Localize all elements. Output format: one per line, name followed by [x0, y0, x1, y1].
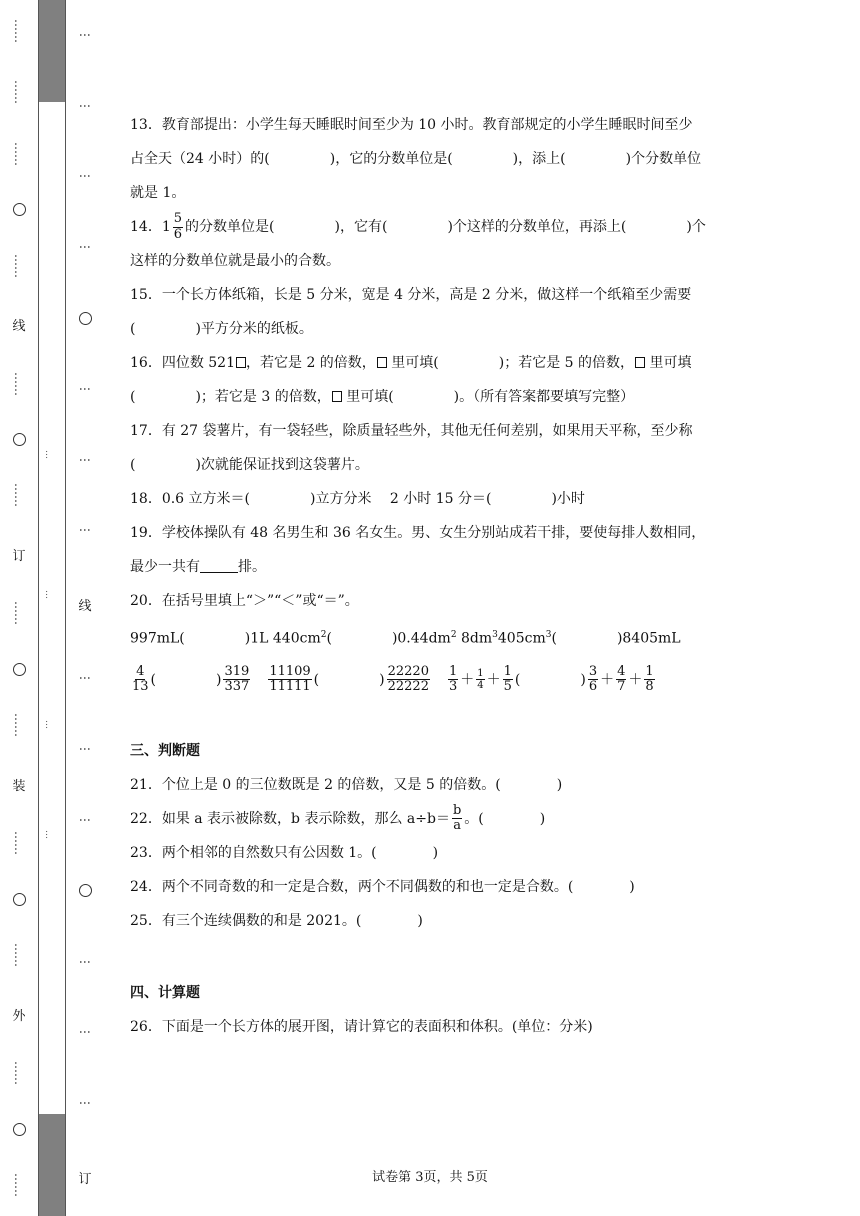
outer-binding-column: [2, 0, 36, 1216]
fraction: $\frac{11109}{11111}$: [269, 663, 311, 695]
fraction: $\frac{1}{8}$: [645, 663, 654, 695]
dotted-line: ……: [12, 18, 26, 43]
page-footer: 试卷第 3页，共 5页: [372, 1170, 488, 1185]
question-14-line1: 14．1 $\frac{5}{6}$ 的分数单位是( )，它有( )个这样的分数单位，再添上( )个: [130, 211, 706, 242]
dotted-line: ⋮: [78, 672, 92, 685]
fraction: $\frac{4}{13}$: [132, 663, 149, 695]
binding-strip-top: [39, 0, 65, 102]
binding-label-zhuang: 装: [12, 778, 26, 794]
question-21: 21．个位上是 0 的三位数既是 2 的倍数，又是 5 的倍数。( ): [130, 776, 563, 793]
dotted-line: ……: [12, 371, 26, 396]
question-20-line1: 20．在括号里填上“＞”“＜”或“＝”。: [130, 593, 359, 609]
question-26: 26．下面是一个长方体的展开图，请计算它的表面积和体积。(单位：分米): [130, 1018, 593, 1035]
question-24: 24．两个不同奇数的和一定是合数，两个不同偶数的和也一定是合数。( ): [130, 878, 635, 895]
binding-circle: [13, 893, 26, 906]
dotted-line: ⋮: [78, 99, 92, 112]
fraction: $\frac{1}{3}$: [448, 663, 458, 695]
question-17-line2: ( )次就能保证找到这袋薯片。: [130, 457, 369, 473]
dotted-line: ⋮: [78, 955, 92, 968]
binding-label-xian-inner: 线: [78, 598, 92, 614]
dotted-line: ……: [12, 943, 26, 968]
question-20-row1: 997mL( )1L $440cm^2$( )$0.44dm^2$ $8dm^3405cm^3$( )8405mL: [130, 630, 681, 647]
question-15-line2: ( )平方分米的纸板。: [130, 321, 313, 337]
binding-circle: [13, 203, 26, 216]
strip-mark: …: [43, 830, 53, 839]
dotted-line: ⋮: [78, 170, 92, 183]
question-13-line1: 13．教育部提出：小学生每天睡眠时间至少为 10 小时。教育部规定的小学生睡眠时间至少: [130, 117, 693, 133]
dotted-line: ⋮: [78, 743, 92, 756]
box-placeholder: [635, 357, 645, 368]
inner-binding-column: [68, 0, 102, 1216]
fraction: $\frac{319}{337}$: [224, 663, 250, 695]
dotted-line: ⋮: [78, 453, 92, 466]
binding-strip-bottom: [39, 1114, 65, 1216]
section-4-title: 四、计算题: [130, 984, 200, 1001]
dotted-line: ⋮: [78, 1096, 92, 1109]
question-19-line2: 最少一共有 排。: [130, 559, 266, 575]
fraction: $\frac{1}{5}$: [503, 663, 512, 695]
dotted-line: ……: [12, 253, 26, 278]
fraction: $\frac{22220}{22222}$: [387, 663, 429, 695]
binding-circle: [13, 663, 26, 676]
dotted-line: ……: [12, 80, 26, 105]
binding-circle: [13, 433, 26, 446]
question-13-line3: 就是 1。: [130, 185, 186, 201]
answer-underline: [200, 558, 238, 573]
fraction: $\frac{1}{4}$: [477, 668, 484, 692]
dotted-line: ……: [12, 1173, 26, 1198]
binding-circle: [79, 312, 92, 325]
strip-mark: …: [43, 590, 53, 599]
binding-label-xian: 线: [12, 319, 26, 335]
section-3-title: 三、判断题: [130, 742, 200, 759]
dotted-line: ……: [12, 601, 26, 626]
question-15-line1: 15．一个长方体纸箱，长是 5 分米，宽是 4 分米，高是 2 分米，做这样一个纸箱至少需要: [130, 287, 692, 303]
question-22: 22．如果 a 表示被除数，b 表示除数，那么 a÷b＝ $\frac{b}{a}$ 。( ): [130, 802, 546, 834]
box-placeholder: [377, 357, 387, 368]
dotted-line: ⋮: [78, 241, 92, 254]
strip-mark: …: [43, 720, 53, 729]
question-16-line2: ( )；若它是 3 的倍数， 里可填( )。（所有答案都要填写完整）: [130, 389, 635, 405]
binding-circle: [13, 1123, 26, 1136]
binding-label-ding-inner: 订: [78, 1171, 92, 1187]
dotted-line: ⋮: [78, 1026, 92, 1039]
dotted-line: ⋮: [78, 524, 92, 537]
question-19-line1: 19．学校体操队有 48 名男生和 36 名女生。男、女生分别站成若干排，要使每排人数相同，: [130, 525, 706, 541]
binding-circle: [79, 884, 92, 897]
dotted-line: ⋮: [78, 29, 92, 42]
dotted-line: ……: [12, 141, 26, 166]
dotted-line: ⋮: [78, 813, 92, 826]
binding-margin: [0, 0, 104, 1216]
binding-strip: [38, 0, 66, 1216]
strip-mark: …: [43, 450, 53, 459]
question-20-row2: $\frac{4}{13}$ ( ) $\frac{319}{337}$ $\frac{11109}{11111}$ ( ) $\frac{22220}{22222}$ $\frac{1}{3}$ ＋ $\frac{1}{4}$ ＋ $\frac{1}{5}$ ( ) $\frac{3}{6}$ ＋ $\frac{4}{7}$ ＋ $\frac{1}{8}$: [132, 663, 654, 695]
question-23: 23．两个相邻的自然数只有公因数 1。( ): [130, 844, 439, 861]
fraction: $\frac{3}{6}$: [588, 663, 598, 695]
question-13-line2: 占全天（24 小时）的( )，它的分数单位是( )，添上( )个分数单位: [130, 151, 702, 167]
fraction: $\frac{b}{a}$: [452, 802, 462, 834]
mixed-fraction: $\frac{5}{6}$: [173, 211, 183, 242]
question-17-line1: 17．有 27 袋薯片，有一袋轻些，除质量轻些外，其他无任何差别，如果用天平称，至少称: [130, 423, 693, 439]
fraction: $\frac{4}{7}$: [617, 663, 626, 695]
dotted-line: ……: [12, 1061, 26, 1086]
dotted-line: ……: [12, 483, 26, 508]
dotted-line: ……: [12, 831, 26, 856]
exam-content: [130, 108, 740, 1044]
binding-label-ding: 订: [12, 548, 26, 564]
question-25: 25．有三个连续偶数的和是 2021。( ): [130, 912, 423, 929]
binding-label-wai: 外: [12, 1008, 26, 1024]
dotted-line: ……: [12, 713, 26, 738]
dotted-line: ⋮: [78, 383, 92, 396]
box-placeholder: [236, 357, 246, 368]
question-16-line1: 16．四位数 521 ，若它是 2 的倍数， 里可填( )；若它是 5 的倍数， 里可填: [130, 355, 692, 371]
question-14-line2: 这样的分数单位就是最小的合数。: [130, 253, 340, 269]
box-placeholder: [332, 391, 342, 402]
question-18: 18．0.6 立方米＝( )立方分米 2 小时 15 分＝( )小时: [130, 491, 585, 507]
